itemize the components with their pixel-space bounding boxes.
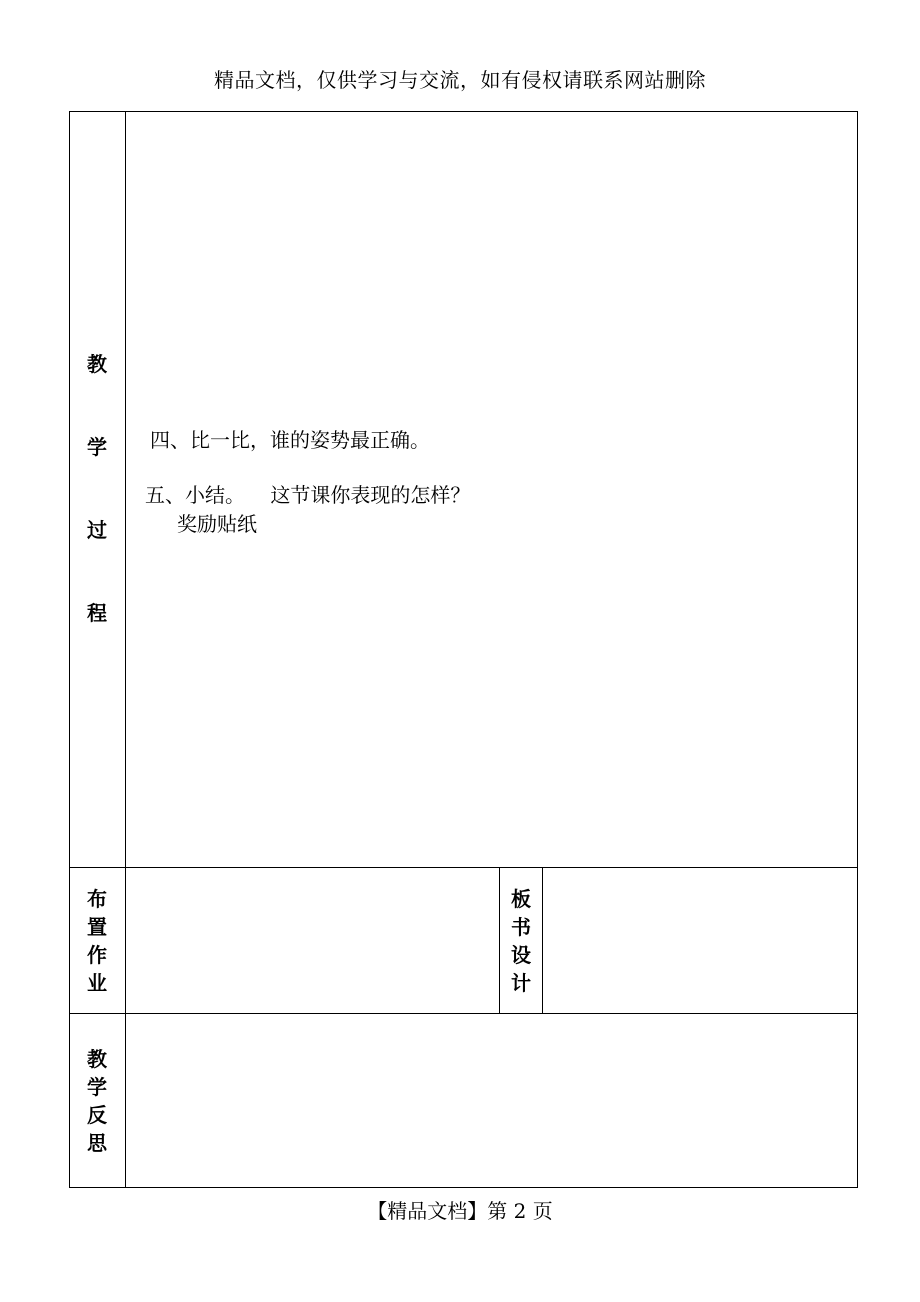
homework-label-char: 业	[87, 971, 107, 995]
page-footer: 【精品文档】第 2 页	[367, 1199, 553, 1223]
board-label-char: 板	[511, 887, 531, 911]
process-line-compare: 四、比一比，谁的姿势最正确。	[150, 428, 430, 452]
process-label-char: 教	[87, 352, 107, 376]
board-label-char: 书	[511, 915, 531, 939]
board-label-char: 设	[511, 943, 531, 967]
process-label	[82, 348, 112, 626]
row-divider-process-homework	[69, 867, 858, 868]
process-line-reward: 奖励贴纸	[177, 512, 257, 536]
row-divider-homework-reflection	[69, 1013, 858, 1014]
homework-label	[82, 885, 112, 997]
board-label	[506, 885, 536, 997]
homework-board-divider	[499, 867, 500, 1013]
reflection-label-char: 思	[87, 1131, 107, 1155]
reflection-label-char: 教	[87, 1047, 107, 1071]
homework-label-char: 布	[87, 887, 107, 911]
reflection-label-char: 反	[87, 1103, 107, 1127]
homework-label-char: 置	[87, 915, 107, 939]
process-label-char: 程	[87, 601, 107, 625]
label-column-divider	[125, 111, 126, 1188]
process-label-char: 过	[87, 518, 107, 542]
lesson-plan-table	[69, 111, 858, 1188]
board-label-char: 计	[511, 971, 531, 995]
reflection-label-char: 学	[87, 1075, 107, 1099]
page-header: 精品文档，仅供学习与交流，如有侵权请联系网站删除	[214, 68, 706, 92]
homework-label-char: 作	[87, 943, 107, 967]
board-label-divider	[542, 867, 543, 1013]
process-line-summary: 五、小结。 这节课你表现的怎样？	[145, 483, 471, 507]
reflection-label	[82, 1045, 112, 1157]
process-label-char: 学	[87, 435, 107, 459]
